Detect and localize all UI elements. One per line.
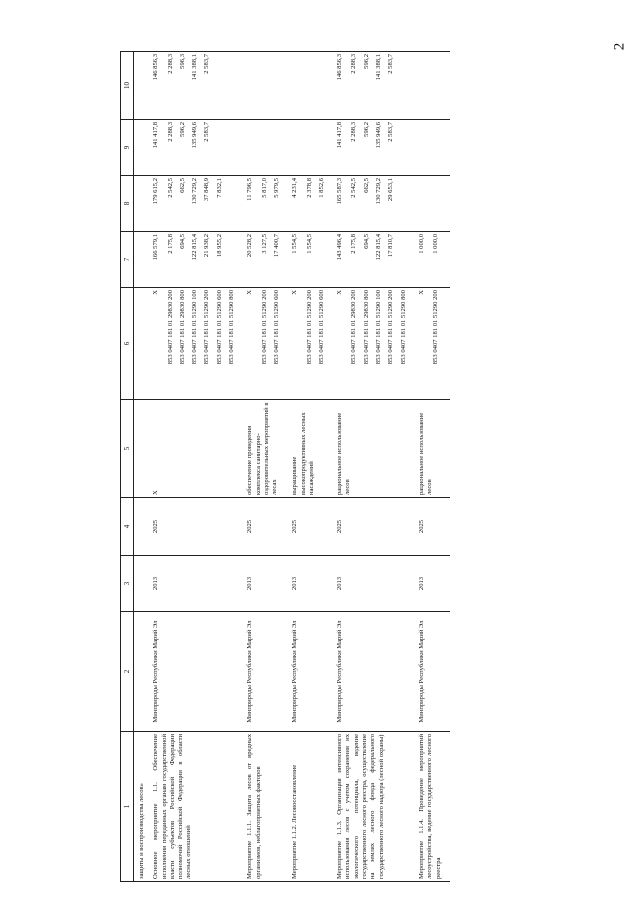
value-col8-line: 130 729,2 bbox=[191, 178, 199, 205]
value-col9-line: 141 417,8 bbox=[336, 122, 344, 149]
value-col7-line: 17 400,7 bbox=[272, 234, 280, 258]
start-year-cell bbox=[245, 556, 290, 612]
start-year-cell bbox=[290, 556, 335, 612]
value-col10-cell bbox=[417, 52, 450, 120]
value-col8-line: 11 796,5 bbox=[246, 178, 254, 201]
budget-code-line: 853 0407 181 01 29830 800 bbox=[178, 290, 186, 365]
value-col7-line: 2 175,8 bbox=[350, 234, 358, 254]
value-col10-cell bbox=[151, 52, 245, 120]
value-col9-line: 135 949,6 bbox=[375, 122, 383, 149]
budget-code-line: 853 0407 181 01 29830 800 bbox=[362, 290, 370, 365]
value-col10-cell bbox=[245, 52, 290, 120]
table-body bbox=[134, 52, 450, 882]
value-col7-line: 694,5 bbox=[362, 234, 370, 249]
value-col8-line: 37 848,9 bbox=[203, 178, 211, 202]
value-col7-line: 17 810,7 bbox=[387, 234, 395, 258]
executor-line: Минприроды Республики Марий Эл bbox=[291, 620, 299, 723]
value-col10-line: 146 856,3 bbox=[336, 54, 344, 81]
end-year-value: 2025 bbox=[417, 519, 425, 534]
budget-code-line: X bbox=[291, 290, 299, 295]
expected-result-cell bbox=[245, 400, 290, 498]
table-row bbox=[134, 52, 152, 882]
value-col8-cell bbox=[151, 176, 245, 232]
value-col7-line: 21 938,2 bbox=[203, 234, 211, 258]
executor-line: Минприроды Республики Марий Эл bbox=[246, 620, 254, 723]
value-col7-line: 18 955,2 bbox=[215, 234, 223, 258]
table-row bbox=[417, 52, 450, 882]
value-col7-line: 1 000,0 bbox=[432, 234, 440, 254]
value-col9-line: 2 288,3 bbox=[350, 122, 358, 142]
end-year-cell bbox=[417, 498, 450, 556]
executor-cell bbox=[290, 612, 335, 732]
value-col10-line: 146 856,3 bbox=[152, 54, 160, 81]
value-col10-line: 2 583,7 bbox=[387, 54, 395, 74]
budget-code-line: 853 0407 181 01 51290 600 bbox=[272, 290, 280, 365]
value-col9-cell bbox=[290, 120, 335, 176]
expected-result-line: рациональное использование лесов bbox=[336, 412, 352, 495]
value-col9-cell bbox=[417, 120, 450, 176]
measure-name-line: защиты и воспроизводства лесов» bbox=[138, 783, 145, 879]
value-col9-line: 596,2 bbox=[362, 122, 370, 137]
value-col10-cell bbox=[134, 52, 152, 120]
executor-cell bbox=[335, 612, 417, 732]
value-col7-cell bbox=[134, 232, 152, 288]
value-col7-line: 1 554,5 bbox=[305, 234, 313, 254]
column-header: 5 bbox=[121, 400, 134, 498]
value-col8-line: 2 378,8 bbox=[305, 178, 313, 198]
value-col8-cell bbox=[290, 176, 335, 232]
value-col7-line: 3 127,5 bbox=[260, 234, 268, 254]
value-col7-line: 1 554,5 bbox=[291, 234, 299, 254]
value-col8-line: 5 979,5 bbox=[272, 178, 280, 198]
value-col10-line: 596,2 bbox=[362, 54, 370, 69]
executor-cell bbox=[134, 612, 152, 732]
value-col8-cell bbox=[134, 176, 152, 232]
measure-name-line: Мероприятие 1.1.3. Организация интенсивного использования лесов с учетом сохранения их экологического потенциала, ведение государственного лесного реестра, осуществление на землях лесного фонда федерального государственного лесного надзора (лесной охраны) bbox=[336, 734, 385, 879]
value-col7-cell bbox=[417, 232, 450, 288]
measure-name-line: Основное мероприятие 1.1. Обеспечение исполнения переданных органам государственной власти субъектов Российской Федерации полномочий Российской Федерации в области лесных отношений bbox=[152, 734, 193, 879]
measure-name-line: Мероприятие 1.1.1. Защита лесов от вредных организмов, неблагоприятных факторов bbox=[246, 734, 262, 879]
start-year-value: 2013 bbox=[152, 576, 160, 591]
value-col10-line: 2 288,3 bbox=[350, 54, 358, 74]
measure-name-cell bbox=[151, 732, 245, 882]
value-col8-line: 29 653,1 bbox=[387, 178, 395, 202]
measure-name-cell bbox=[245, 732, 290, 882]
value-col8-line: 130 729,2 bbox=[375, 178, 383, 205]
executor-cell bbox=[245, 612, 290, 732]
value-col8-line: 5 817,0 bbox=[260, 178, 268, 198]
value-col9-line: 596,2 bbox=[178, 122, 186, 137]
start-year-value: 2013 bbox=[336, 576, 344, 591]
value-col9-line: 141 417,8 bbox=[152, 122, 160, 149]
measure-name-line: Мероприятие 1.1.4. Проведение мероприятий лесоустройства, ведение государственного лесного реестра bbox=[417, 734, 442, 879]
value-col9-line: 2 583,7 bbox=[203, 122, 211, 142]
value-col8-line: 2 542,5 bbox=[166, 178, 174, 198]
column-header: 1 bbox=[121, 732, 134, 882]
value-col10-line: 141 388,1 bbox=[375, 54, 383, 81]
header-row bbox=[121, 52, 134, 882]
executor-line: Минприроды Республики Марий Эл bbox=[417, 620, 425, 723]
end-year-value: 2025 bbox=[152, 519, 160, 534]
value-col8-line: 1 852,6 bbox=[317, 178, 325, 198]
end-year-value: 2025 bbox=[291, 519, 299, 534]
value-col7-cell bbox=[151, 232, 245, 288]
expected-result-cell bbox=[151, 400, 245, 498]
value-col7-cell bbox=[290, 232, 335, 288]
value-col9-cell bbox=[335, 120, 417, 176]
value-col10-line: 141 388,1 bbox=[191, 54, 199, 81]
value-col8-line: 662,5 bbox=[178, 178, 186, 193]
value-col10-line: 2 288,3 bbox=[166, 54, 174, 74]
end-year-cell bbox=[290, 498, 335, 556]
start-year-value: 2013 bbox=[417, 576, 425, 591]
measure-name-cell bbox=[335, 732, 417, 882]
value-col8-line: 179 615,2 bbox=[152, 178, 160, 205]
budget-code-line: 853 0407 181 01 51290 200 bbox=[387, 290, 395, 365]
measure-name-cell bbox=[134, 732, 152, 882]
value-col9-cell bbox=[134, 120, 152, 176]
expected-result-cell bbox=[290, 400, 335, 498]
budget-code-line: 853 0407 181 01 51290 200 bbox=[432, 290, 440, 365]
value-col10-cell bbox=[290, 52, 335, 120]
budget-code-line: 853 0407 181 01 51290 200 bbox=[203, 290, 211, 365]
column-header: 10 bbox=[121, 52, 134, 120]
end-year-value: 2025 bbox=[336, 519, 344, 534]
value-col7-line: 1 000,0 bbox=[417, 234, 425, 254]
value-col8-cell bbox=[245, 176, 290, 232]
value-col8-line: 4 231,4 bbox=[291, 178, 299, 198]
start-year-cell bbox=[151, 556, 245, 612]
column-header: 6 bbox=[121, 288, 134, 400]
budget-code-cell bbox=[335, 288, 417, 400]
budget-code-line: X bbox=[336, 290, 344, 295]
budget-code-line: 853 0407 181 01 29830 200 bbox=[350, 290, 358, 365]
column-header: 4 bbox=[121, 498, 134, 556]
expected-result-cell bbox=[335, 400, 417, 498]
budget-code-line: X bbox=[152, 290, 160, 295]
expected-result-line: обеспечение проведения комплекса санитарно-оздоровительных мероприятий в лесах bbox=[246, 402, 279, 495]
executor-line: Минприроды Республики Марий Эл bbox=[152, 620, 160, 723]
budget-code-line: 853 0407 181 01 51290 600 bbox=[215, 290, 223, 365]
expected-result-line: рациональное использование лесов bbox=[417, 412, 434, 495]
start-year-cell bbox=[417, 556, 450, 612]
expected-result-cell bbox=[134, 400, 152, 498]
value-col8-line: 662,5 bbox=[362, 178, 370, 193]
expected-result-line: выращивание высокопродуктивных лесных насаждений bbox=[291, 412, 315, 495]
executor-cell bbox=[417, 612, 450, 732]
value-col7-line: 2 175,8 bbox=[166, 234, 174, 254]
column-header: 8 bbox=[121, 176, 134, 232]
table-row bbox=[151, 52, 245, 882]
budget-code-line: 853 0407 181 01 51290 200 bbox=[305, 290, 313, 365]
value-col10-cell bbox=[335, 52, 417, 120]
value-col7-line: 143 496,4 bbox=[336, 234, 344, 261]
value-col8-line: 7 832,1 bbox=[215, 178, 223, 198]
measure-name-cell bbox=[417, 732, 450, 882]
budget-code-cell bbox=[134, 288, 152, 400]
value-col9-cell bbox=[245, 120, 290, 176]
measure-name-cell bbox=[290, 732, 335, 882]
value-col9-line: 2 288,3 bbox=[166, 122, 174, 142]
end-year-cell bbox=[335, 498, 417, 556]
end-year-cell bbox=[245, 498, 290, 556]
end-year-cell bbox=[151, 498, 245, 556]
end-year-cell bbox=[134, 498, 152, 556]
page-number: 2 bbox=[610, 42, 627, 51]
value-col8-line: 165 587,3 bbox=[336, 178, 344, 205]
expected-result-line: X bbox=[152, 490, 160, 495]
start-year-cell bbox=[134, 556, 152, 612]
table-row bbox=[290, 52, 335, 882]
rotated-table-sheet bbox=[120, 52, 628, 882]
budget-code-line: 853 0407 181 01 51290 100 bbox=[191, 290, 199, 365]
budget-code-cell bbox=[151, 288, 245, 400]
column-header: 9 bbox=[121, 120, 134, 176]
column-header: 3 bbox=[121, 556, 134, 612]
start-year-cell bbox=[335, 556, 417, 612]
budget-code-line: 853 0407 181 01 51290 800 bbox=[228, 290, 236, 365]
expected-result-cell bbox=[417, 400, 450, 498]
column-header: 7 bbox=[121, 232, 134, 288]
budget-code-line: 853 0407 181 01 51290 200 bbox=[260, 290, 268, 365]
budget-code-line: 853 0407 181 01 51290 800 bbox=[399, 290, 407, 365]
value-col7-line: 122 815,4 bbox=[191, 234, 199, 261]
budget-code-line: X bbox=[246, 290, 254, 295]
value-col7-line: 20 528,2 bbox=[246, 234, 254, 258]
start-year-value: 2013 bbox=[246, 576, 254, 591]
value-col10-line: 596,3 bbox=[178, 54, 186, 69]
value-col9-line: 135 949,6 bbox=[191, 122, 199, 149]
value-col7-line: 122 815,4 bbox=[375, 234, 383, 261]
value-col7-cell bbox=[245, 232, 290, 288]
budget-code-cell bbox=[417, 288, 450, 400]
table-row bbox=[245, 52, 290, 882]
budget-code-line: 853 0407 181 01 51290 100 bbox=[375, 290, 383, 365]
value-col10-line: 2 583,7 bbox=[203, 54, 211, 74]
start-year-value: 2013 bbox=[291, 576, 299, 591]
measure-name-line: Мероприятие 1.1.2. Лесовосстановление bbox=[291, 764, 299, 879]
budget-table bbox=[120, 51, 450, 882]
value-col8-cell bbox=[417, 176, 450, 232]
executor-cell bbox=[151, 612, 245, 732]
value-col7-cell bbox=[335, 232, 417, 288]
value-col8-cell bbox=[335, 176, 417, 232]
value-col8-line: 2 542,5 bbox=[350, 178, 358, 198]
table-row bbox=[335, 52, 417, 882]
budget-code-cell bbox=[245, 288, 290, 400]
budget-code-line: X bbox=[417, 290, 425, 295]
value-col7-line: 694,5 bbox=[178, 234, 186, 249]
column-header: 2 bbox=[121, 612, 134, 732]
budget-code-line: 853 0407 181 01 29830 200 bbox=[166, 290, 174, 365]
budget-code-line: 853 0407 181 01 51290 600 bbox=[317, 290, 325, 365]
end-year-value: 2025 bbox=[246, 519, 254, 534]
budget-code-cell bbox=[290, 288, 335, 400]
value-col9-line: 2 583,7 bbox=[387, 122, 395, 142]
value-col9-cell bbox=[151, 120, 245, 176]
value-col7-line: 166 579,1 bbox=[152, 234, 160, 261]
executor-line: Минприроды Республики Марий Эл bbox=[336, 620, 344, 723]
